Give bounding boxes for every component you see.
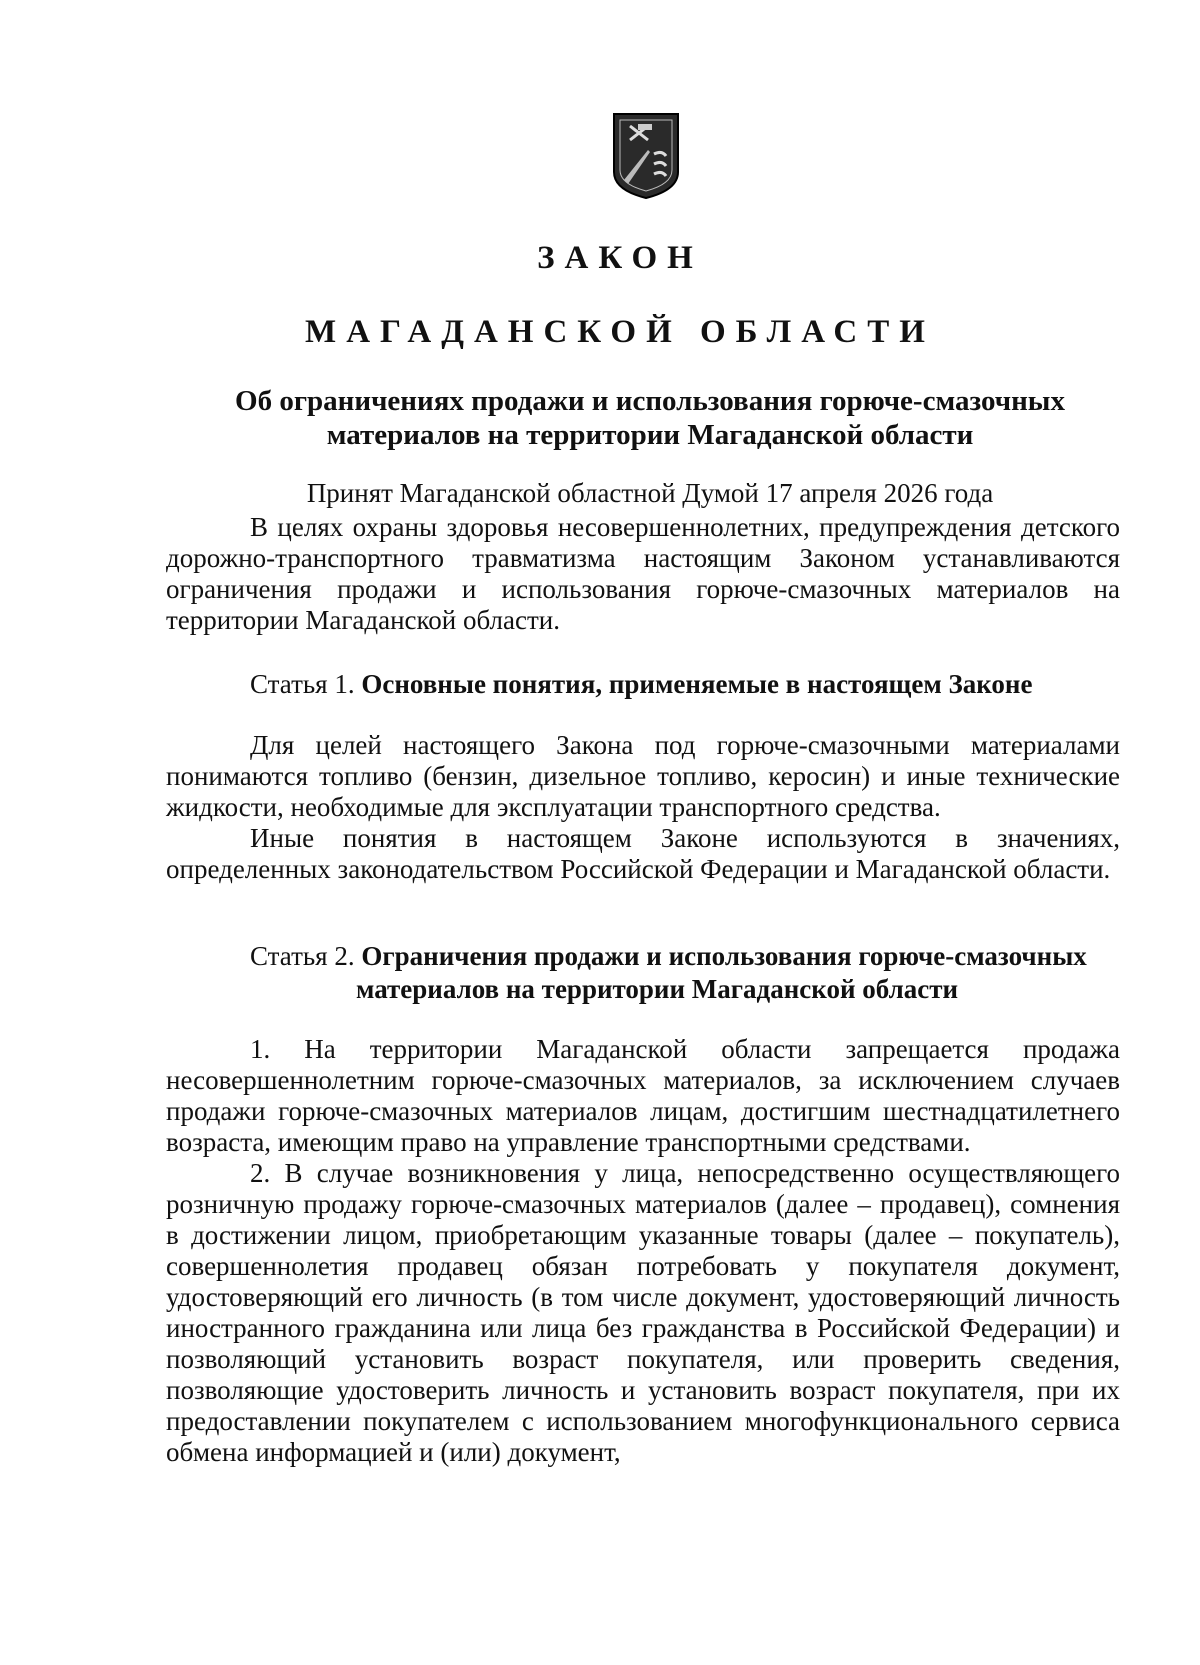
- law-title: [180, 384, 1120, 452]
- article-2-body: [166, 1034, 1120, 1468]
- article-1-body: [166, 730, 1120, 885]
- preamble-paragraph: В целях охраны здоровья несовершеннолетних, предупреждения детского дорожно-транспортного травматизма настоящим Законом устанавливаются ограничения продажи и использования горюче-смазочных материалов на территории Магаданской области.: [166, 512, 1120, 635]
- magadan-region-coat-of-arms-icon: [608, 110, 684, 202]
- law-title-line-2: материалов на территории Магаданской области: [326, 419, 974, 451]
- article-2-paragraph: 2. В случае возникновения у лица, непосредственно осуществляющего розничную продажу горюче-смазочных материалов (далее – продавец), сомнения в достижении лицом, приобретающим указанные товары (далее – покупатель), совершеннолетия продавец обязан потребовать у покупателя документ, удостоверяющий его личность (в том числе документ, удостоверяющий личность иностранного гражданина или лица без гражданства в Российской Федерации) и позволяющий установить возраст покупателя, или проверить сведения, позволяющие удостоверить личность и установить возраст покупателя, при их предоставлении покупателем с использованием многофункционального сервиса обмена информацией и (или) документ,: [166, 1158, 1120, 1467]
- article-2-heading: [166, 940, 1120, 1006]
- region-heading: МАГАДАНСКОЙ ОБЛАСТИ: [305, 314, 935, 350]
- law-title-line-1: Об ограничениях продажи и использования горюче-смазочных: [235, 385, 1065, 417]
- law-heading: ЗАКОН: [537, 240, 703, 276]
- adoption-note: Принят Магаданской областной Думой 17 апреля 2026 года: [306, 478, 994, 508]
- article-2-paragraph: 1. На территории Магаданской области запрещается продажа несовершеннолетним горюче-смазочных материалов, за исключением случаев продажи горюче-смазочных материалов лицам, достигшим шестнадцатилетнего возраста, имеющим право на управление транспортными средствами.: [166, 1034, 1120, 1157]
- article-2-label: Статья 2.: [250, 941, 355, 971]
- article-1-heading: [166, 668, 1120, 701]
- preamble: [166, 512, 1120, 636]
- article-1-paragraph: Иные понятия в настоящем Законе используются в значениях, определенных законодательством Российской Федерации и Магаданской области.: [166, 823, 1120, 884]
- article-1-paragraph: Для целей настоящего Закона под горюче-смазочными материалами понимаются топливо (бензин, дизельное топливо, керосин) и иные технические жидкости, необходимые для эксплуатации транспортного средства.: [166, 730, 1120, 822]
- article-2-title-line-1: Ограничения продажи и использования горюче-смазочных: [361, 941, 1087, 971]
- article-2-heading-line-1: [166, 940, 1120, 973]
- article-1-label: Статья 1.: [250, 669, 355, 699]
- article-1-title: Основные понятия, применяемые в настоящем Законе: [361, 669, 1033, 699]
- article-2-title-line-2: материалов на территории Магаданской области: [356, 974, 959, 1004]
